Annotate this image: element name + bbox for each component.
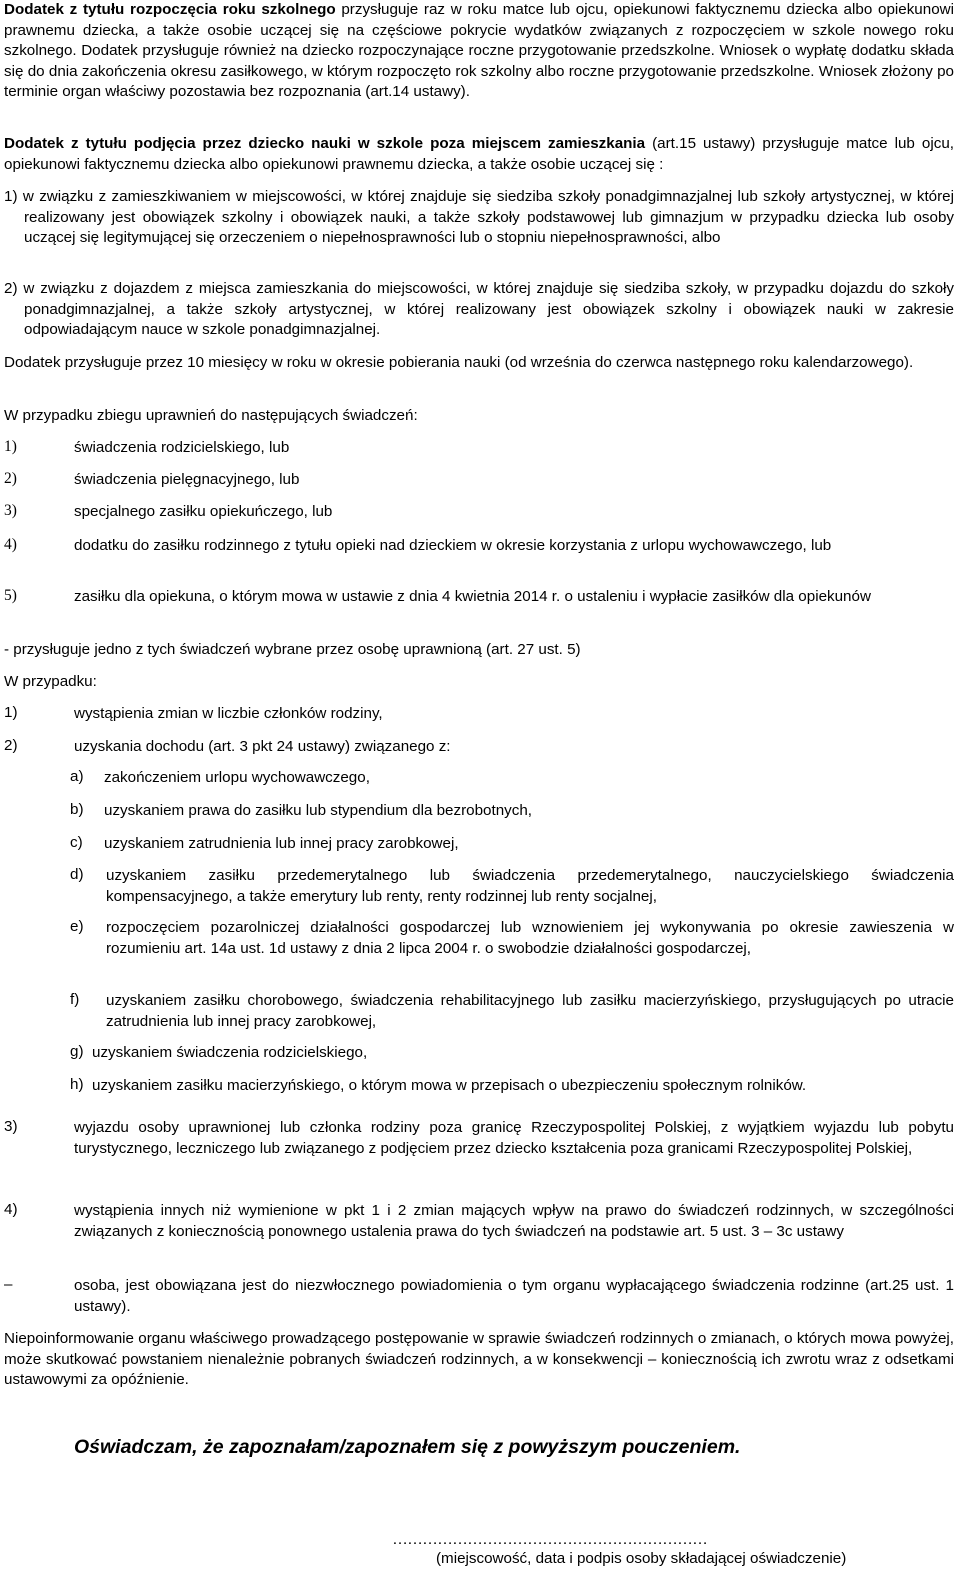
commute-section <box>4 134 954 175</box>
cases-lead <box>4 672 954 693</box>
list-text: wyjazdu osoby uprawnionej lub członka rodziny poza granicę Rzeczypospolitej Polskiej, z wyjątkiem wyjazdu lub pobytu turystycznego, leczniczego lub związanego z podjęciem przez dziecko kształcenia poza granicami Rzeczypospolitej Polskiej, <box>74 1119 954 1157</box>
sub-list-item <box>70 991 954 1035</box>
sub-list-letter: c) <box>70 834 83 851</box>
warning-text: Niepoinformowanie organu właściwego prowadzącego postępowanie w sprawie świadczeń rodzinnych o zmianach, o których mowa powyżej, może skutkować powstaniem nienależnie pobranych świadczeń rodzinnych, a w konsekwencji – koniecznością ich zwrotu wraz z odsetkami ustawowymi za opóźnienie. <box>4 1330 954 1388</box>
intro-paragraph <box>4 0 954 103</box>
sub-list-item <box>70 1076 954 1098</box>
sub-list-text: uzyskaniem zasiłku macierzyńskiego, o którym mowa w przepisach o ubezpieczeniu społecznym rolników. <box>92 1077 807 1094</box>
list-number: 4) <box>4 536 17 553</box>
list-text: uzyskania dochodu (art. 3 pkt 24 ustawy) związanego z: <box>74 738 451 755</box>
commute-paragraph <box>4 134 954 175</box>
list-text: specjalnego zasiłku opiekuńczego, lub <box>74 503 333 520</box>
list-text: świadczenia pielęgnacyjnego, lub <box>74 471 300 488</box>
sub-list-item <box>70 768 954 790</box>
concurrence-conclusion-text: - przysługuje jedno z tych świadczeń wybrane przez osobę uprawnioną (art. 27 ust. 5) <box>4 641 581 658</box>
commute-item-2 <box>4 279 954 341</box>
list-item <box>4 587 954 629</box>
commute-period-text: Dodatek przysługuje przez 10 miesięcy w roku w okresie pobierania nauki (od września do czerwca następnego roku kalendarzowego). <box>4 354 914 371</box>
sub-list-item <box>70 918 954 982</box>
sub-list-letter: g) <box>70 1043 84 1060</box>
sub-list-item <box>70 834 954 856</box>
concurrence-lead-text: W przypadku zbiegu uprawnień do następujących świadczeń: <box>4 407 418 424</box>
list-item <box>4 1201 954 1265</box>
intro-body: przysługuje raz w roku matce lub ojcu, opiekunowi faktycznemu dziecka albo opiekunowi prawnemu dziecka, a także osobie uczącej się na częściowe pokrycie wydatków związanych z rozpoczęciem w szkole nowego roku szkolnego. Dodatek przysługuje również na dziecko rozpoczynające roczne przygotowanie przedszkolne. Wniosek o wypłatę dodatku składa się do dnia zakończenia okresu zasiłkowego, w którym rozpoczęto rok szkolny albo roczne przygotowanie przedszkolne. Wniosek złożony po terminie organ właściwy pozostawia bez rozpoznania (art.14 ustawy). <box>4 1 954 100</box>
list-item <box>4 704 954 726</box>
sub-list-text: uzyskaniem zasiłku przedemerytalnego lub świadczenia przedemerytalnego, nauczycielskiego świadczenia kompensacyjnego, a także emerytury lub renty, renty rodzinnej lub renty socjalnej, <box>106 867 954 905</box>
list-number: 4) <box>4 1201 18 1218</box>
list-number: 1) <box>4 704 18 721</box>
list-number: 1) <box>4 438 17 455</box>
commute-item-text: 2) w związku z dojazdem z miejsca zamieszkania do miejscowości, w której znajduje się siedziba szkoły, w przypadku dojazdu do szkoły ponadgimnazjalnej, a także szkoły artystycznej, w której realizowany jest obowiązek szkolny i obowiązek nauki w zakresie odpowiadającym nauce w szkole ponadgimnazjalnej. <box>4 280 954 338</box>
dash-bullet: – <box>4 1276 13 1293</box>
sub-list-text: uzyskaniem świadczenia rodzicielskiego, <box>92 1044 368 1061</box>
commute-item-1 <box>4 187 954 249</box>
concurrence-conclusion <box>4 640 954 661</box>
warning-section <box>4 1329 954 1391</box>
intro-section <box>4 0 954 103</box>
commute-period <box>4 353 954 374</box>
sub-list-text: uzyskaniem zasiłku chorobowego, świadczenia rehabilitacyjnego lub zasiłku macierzyńskiego, przysługujących po utracie zatrudnienia lub innej pracy zarobkowej, <box>106 992 954 1030</box>
commute-item-text: 1) w związku z zamieszkiwaniem w miejscowości, w której znajduje się siedziba szkoły ponadgimnazjalnej lub szkoły artystycznej, w której realizowany jest obowiązek szkolny i obowiązek nauki, a także szkoły podstawowej lub gimnazjum w przypadku dziecka lub osoby uczącej się legitymującej się orzeczeniem o niepełnosprawności lub o stopniu niepełnosprawności, albo <box>4 188 954 246</box>
sub-list-item <box>70 1043 954 1065</box>
concurrence-lead <box>4 406 954 427</box>
sub-list-item <box>70 866 954 910</box>
list-item <box>4 737 954 759</box>
duty-item <box>4 1276 954 1320</box>
list-item <box>4 470 954 492</box>
list-number: 3) <box>4 502 17 519</box>
commute-title: Dodatek z tytułu podjęcia przez dziecko nauki w szkole poza miejscem zamieszkania <box>4 135 646 152</box>
sub-list-item <box>70 801 954 823</box>
list-text: wystąpienia zmian w liczbie członków rodziny, <box>74 705 383 722</box>
sub-list-letter: f) <box>70 991 80 1008</box>
sub-list-letter: a) <box>70 768 84 785</box>
signature-caption: (miejscowość, data i podpis osoby składającej oświadczenie) <box>436 1550 847 1567</box>
sub-list-letter: e) <box>70 918 84 935</box>
sub-list-text: uzyskaniem zatrudnienia lub innej pracy zarobkowej, <box>104 835 459 852</box>
list-item <box>4 1118 954 1182</box>
sub-list-text: uzyskaniem prawa do zasiłku lub stypendium dla bezrobotnych, <box>104 802 533 819</box>
list-text: dodatku do zasiłku rodzinnego z tytułu opieki nad dzieckiem w okresie korzystania z urlopu wychowawczego, lub <box>74 537 832 554</box>
sub-list-letter: b) <box>70 801 84 818</box>
declaration: Oświadczam, że zapoznałam/zapoznałem się z powyższym pouczeniem. <box>74 1436 741 1458</box>
duty-text: osoba, jest obowiązana jest do niezwłocznego powiadomienia o tym organu wypłacającego świadczenia rodzinne (art.25 ust. 1 ustawy). <box>74 1277 954 1315</box>
list-text: wystąpienia innych niż wymienione w pkt 1 i 2 zmian mających wpływ na prawo do świadczeń rodzinnych, w szczególności związanych z koniecznością ponownego ustalenia prawa do tych świadczeń na podstawie art. 5 ust. 3 – 3c ustawy <box>74 1202 954 1240</box>
signature-line: ……………………………………………………… <box>392 1531 707 1548</box>
sub-list-letter: h) <box>70 1076 84 1093</box>
sub-list-letter: d) <box>70 866 84 883</box>
list-item <box>4 438 954 460</box>
sub-list-text: rozpoczęciem pozarolniczej działalności gospodarczej lub wznowieniem jej wykonywania po okresie zawieszenia w rozumieniu art. 14a ust. 1d ustawy z dnia 2 lipca 2004 r. o swobodzie działalności gospodarczej, <box>106 919 954 957</box>
intro-title: Dodatek z tytułu rozpoczęcia roku szkolnego <box>4 1 336 18</box>
sub-list-text: zakończeniem urlopu wychowawczego, <box>104 769 370 786</box>
cases-lead-text: W przypadku: <box>4 673 97 690</box>
commute-body: (art.15 ustawy) przysługuje matce lub ojcu, opiekunowi faktycznemu dziecka albo opiekunowi prawnemu dziecka, a także osobie uczącej się : <box>4 135 954 173</box>
list-text: zasiłku dla opiekuna, o którym mowa w ustawie z dnia 4 kwietnia 2014 r. o ustaleniu i wypłacie zasiłków dla opiekunów <box>74 588 871 605</box>
list-number: 2) <box>4 470 17 487</box>
list-item <box>4 502 954 524</box>
list-item <box>4 536 954 578</box>
list-number: 5) <box>4 587 17 604</box>
list-text: świadczenia rodzicielskiego, lub <box>74 439 290 456</box>
list-number: 3) <box>4 1118 18 1135</box>
list-number: 2) <box>4 737 18 754</box>
